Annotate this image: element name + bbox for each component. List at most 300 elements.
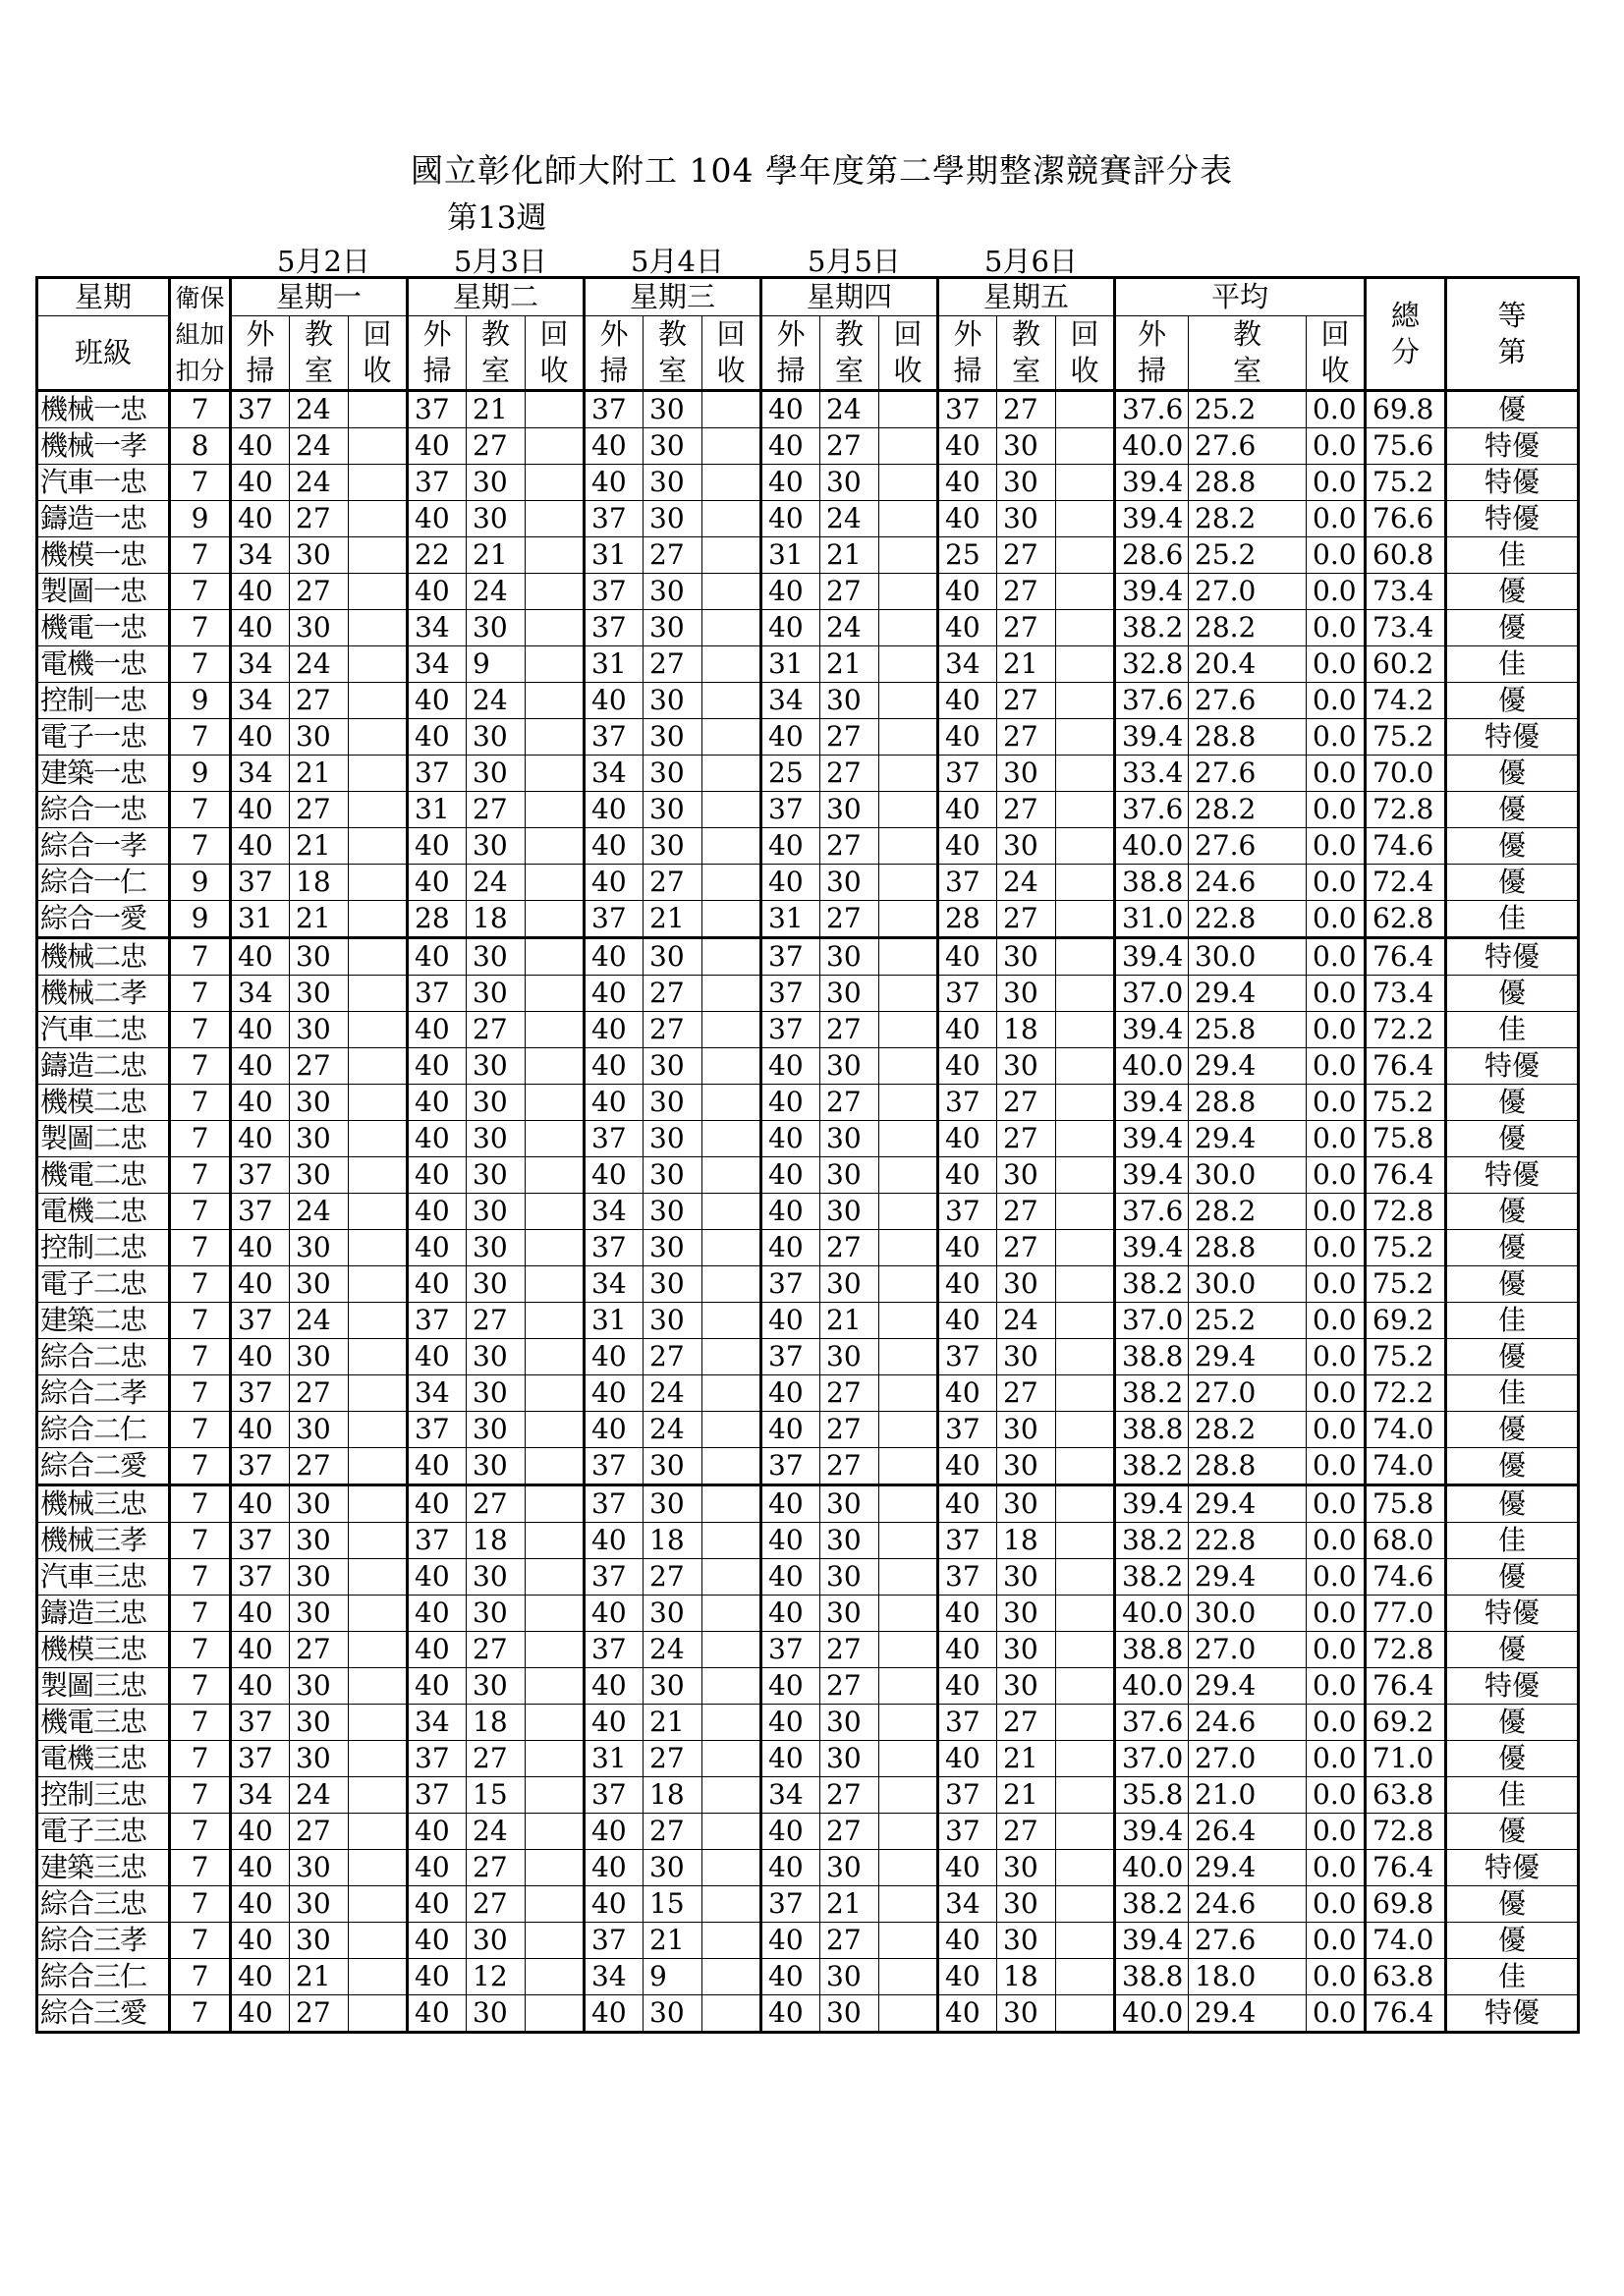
- score-cell: 27: [997, 1230, 1056, 1266]
- score-cell: 0.0: [1307, 1303, 1366, 1339]
- score-cell: 0.0: [1307, 465, 1366, 501]
- score-cell: 30: [467, 976, 526, 1012]
- score-cell: [526, 1485, 585, 1523]
- score-cell: 40: [231, 1266, 290, 1303]
- score-cell: 37: [938, 1559, 997, 1596]
- score-cell: 40: [231, 610, 290, 646]
- score-cell: 18: [644, 1777, 702, 1814]
- table-row: [37, 1995, 1579, 2033]
- score-cell: 40: [938, 938, 997, 976]
- grade-cell: 優: [1446, 865, 1579, 901]
- score-cell: 37.0: [1115, 1741, 1189, 1777]
- score-cell: 37: [585, 1448, 644, 1485]
- score-cell: 69.2: [1366, 1303, 1446, 1339]
- score-cell: 40: [408, 1668, 467, 1705]
- score-cell: [879, 1668, 938, 1705]
- score-cell: 22: [408, 537, 467, 574]
- score-cell: 28.8: [1189, 465, 1307, 501]
- score-cell: [702, 1923, 761, 1959]
- score-cell: [349, 1596, 408, 1632]
- table-row: [37, 1741, 1579, 1777]
- score-cell: 30: [644, 1230, 702, 1266]
- score-cell: [879, 1886, 938, 1923]
- score-cell: 27: [644, 865, 702, 901]
- score-cell: 37: [585, 501, 644, 537]
- score-cell: [526, 1632, 585, 1668]
- score-cell: 0.0: [1307, 1559, 1366, 1596]
- score-cell: [349, 1850, 408, 1886]
- score-cell: 30: [820, 1485, 879, 1523]
- score-cell: 27.0: [1189, 1632, 1307, 1668]
- score-cell: 40: [408, 1266, 467, 1303]
- score-cell: 27: [644, 537, 702, 574]
- score-cell: 34: [231, 683, 290, 719]
- score-cell: 40: [938, 1012, 997, 1048]
- score-cell: 30: [290, 1886, 349, 1923]
- table-row: [37, 501, 1579, 537]
- table-row: [37, 1523, 1579, 1559]
- score-cell: 74.6: [1366, 828, 1446, 865]
- sub-header-cell: 教 室: [644, 316, 702, 391]
- score-cell: 9: [170, 501, 231, 537]
- score-cell: 18: [997, 1523, 1056, 1559]
- score-cell: 40: [761, 1121, 820, 1157]
- score-cell: [702, 1194, 761, 1230]
- score-cell: [349, 756, 408, 792]
- score-cell: [879, 1194, 938, 1230]
- score-cell: 7: [170, 1632, 231, 1668]
- score-cell: 27: [644, 976, 702, 1012]
- score-cell: 30: [997, 1596, 1056, 1632]
- score-cell: [702, 1266, 761, 1303]
- score-cell: [702, 792, 761, 828]
- score-cell: [1056, 537, 1115, 574]
- score-cell: [702, 1596, 761, 1632]
- score-cell: 27: [644, 1339, 702, 1375]
- score-cell: [349, 1448, 408, 1485]
- grade-cell: 優: [1446, 756, 1579, 792]
- score-cell: [526, 1448, 585, 1485]
- score-cell: 24.6: [1189, 1705, 1307, 1741]
- score-cell: 69.2: [1366, 1705, 1446, 1741]
- score-cell: 20.4: [1189, 646, 1307, 683]
- score-cell: 40: [761, 428, 820, 465]
- score-cell: 0.0: [1307, 1412, 1366, 1448]
- score-table: [35, 276, 1580, 2034]
- score-cell: 40: [938, 1741, 997, 1777]
- score-cell: 21: [997, 646, 1056, 683]
- score-cell: 27: [820, 574, 879, 610]
- score-cell: 30: [997, 1632, 1056, 1668]
- table-row: [37, 1668, 1579, 1705]
- score-cell: [349, 683, 408, 719]
- score-cell: 40: [761, 1959, 820, 1995]
- score-cell: 34: [938, 1886, 997, 1923]
- score-cell: 40: [408, 1157, 467, 1194]
- score-cell: 40: [408, 1194, 467, 1230]
- class-name-cell: 綜合二忠: [37, 1339, 170, 1375]
- score-cell: 9: [644, 1959, 702, 1995]
- score-cell: 30: [997, 1923, 1056, 1959]
- score-cell: 30: [644, 428, 702, 465]
- score-cell: 40: [938, 1266, 997, 1303]
- score-cell: [702, 683, 761, 719]
- score-cell: 27: [820, 1814, 879, 1850]
- score-cell: 30: [644, 1850, 702, 1886]
- score-cell: 37: [585, 1121, 644, 1157]
- score-cell: 30: [997, 1995, 1056, 2033]
- score-cell: 24: [997, 1303, 1056, 1339]
- score-cell: 37: [938, 391, 997, 428]
- score-cell: [1056, 1850, 1115, 1886]
- score-cell: 30: [997, 501, 1056, 537]
- score-cell: 7: [170, 391, 231, 428]
- grade-cell: 優: [1446, 1339, 1579, 1375]
- score-cell: 40: [231, 1814, 290, 1850]
- score-cell: 37: [585, 391, 644, 428]
- score-cell: 30: [467, 610, 526, 646]
- score-cell: [349, 574, 408, 610]
- score-cell: 27: [820, 1230, 879, 1266]
- score-cell: 76.4: [1366, 1850, 1446, 1886]
- score-cell: 21: [644, 1705, 702, 1741]
- score-cell: 40: [408, 1448, 467, 1485]
- score-cell: [702, 501, 761, 537]
- class-name-cell: 製圖三忠: [37, 1668, 170, 1705]
- score-cell: 24: [644, 1412, 702, 1448]
- score-cell: [526, 1814, 585, 1850]
- score-cell: 37: [585, 1230, 644, 1266]
- score-cell: [1056, 1705, 1115, 1741]
- score-cell: 40: [408, 501, 467, 537]
- score-cell: 30: [997, 1886, 1056, 1923]
- score-cell: 28.2: [1189, 1194, 1307, 1230]
- class-name-cell: 汽車三忠: [37, 1559, 170, 1596]
- score-cell: 40: [408, 1230, 467, 1266]
- score-cell: 0.0: [1307, 1230, 1366, 1266]
- score-cell: [526, 1705, 585, 1741]
- score-cell: 7: [170, 1085, 231, 1121]
- score-cell: 30: [467, 1230, 526, 1266]
- score-cell: 40: [761, 465, 820, 501]
- score-cell: 40: [585, 865, 644, 901]
- score-cell: 27: [820, 719, 879, 756]
- score-cell: [702, 1048, 761, 1085]
- score-cell: 40: [231, 1850, 290, 1886]
- score-cell: 31.0: [1115, 901, 1189, 938]
- score-cell: [702, 1632, 761, 1668]
- class-name-cell: 電機二忠: [37, 1194, 170, 1230]
- score-cell: 21: [997, 1777, 1056, 1814]
- score-cell: 30: [290, 1596, 349, 1632]
- score-cell: 38.2: [1115, 1559, 1189, 1596]
- score-cell: 30: [820, 465, 879, 501]
- score-cell: 24: [467, 865, 526, 901]
- date-label: 5月2日: [277, 245, 370, 278]
- score-cell: [526, 865, 585, 901]
- grade-cell: 優: [1446, 1705, 1579, 1741]
- sub-header-cell: 回 收: [349, 316, 408, 391]
- table-row: [37, 391, 1579, 428]
- score-cell: 40: [938, 1485, 997, 1523]
- score-cell: 7: [170, 1741, 231, 1777]
- class-name-cell: 綜合三孝: [37, 1923, 170, 1959]
- score-cell: 30: [290, 1668, 349, 1705]
- score-cell: [1056, 1777, 1115, 1814]
- table-body: [37, 391, 1579, 2033]
- grade-cell: 優: [1446, 1194, 1579, 1230]
- score-cell: 40: [585, 465, 644, 501]
- score-cell: 0.0: [1307, 1375, 1366, 1412]
- sub-header-cell: 教 室: [1189, 316, 1307, 391]
- grade-cell: 特優: [1446, 501, 1579, 537]
- score-cell: 30: [644, 1121, 702, 1157]
- score-cell: 7: [170, 1448, 231, 1485]
- score-cell: 0.0: [1307, 1523, 1366, 1559]
- score-cell: 37: [938, 1814, 997, 1850]
- score-cell: 40.0: [1115, 1668, 1189, 1705]
- grade-cell: 特優: [1446, 1850, 1579, 1886]
- score-cell: 24: [467, 1814, 526, 1850]
- grade-cell: 佳: [1446, 1523, 1579, 1559]
- grade-cell: 優: [1446, 1632, 1579, 1668]
- score-cell: 30: [820, 1157, 879, 1194]
- score-cell: 34: [585, 756, 644, 792]
- score-cell: 34: [585, 1266, 644, 1303]
- score-cell: [879, 1012, 938, 1048]
- score-cell: 40: [761, 1705, 820, 1741]
- score-cell: 0.0: [1307, 1596, 1366, 1632]
- score-cell: 30: [467, 501, 526, 537]
- score-cell: 27: [997, 901, 1056, 938]
- score-cell: 27: [820, 1777, 879, 1814]
- score-cell: 0.0: [1307, 574, 1366, 610]
- score-cell: 28.8: [1189, 1085, 1307, 1121]
- score-cell: 0.0: [1307, 828, 1366, 865]
- score-cell: 40: [585, 1814, 644, 1850]
- score-cell: 40: [231, 1048, 290, 1085]
- score-cell: 37: [585, 1485, 644, 1523]
- score-cell: 37: [938, 1523, 997, 1559]
- score-cell: 40: [408, 938, 467, 976]
- score-cell: 29.4: [1189, 1048, 1307, 1085]
- score-cell: 18: [997, 1012, 1056, 1048]
- grade-cell: 優: [1446, 1886, 1579, 1923]
- score-cell: [349, 792, 408, 828]
- score-cell: 18: [644, 1523, 702, 1559]
- score-cell: 30: [290, 1923, 349, 1959]
- score-cell: [526, 1995, 585, 2033]
- score-cell: 40: [231, 828, 290, 865]
- score-cell: 40: [761, 1303, 820, 1339]
- sub-header-cell: 外 掃: [1115, 316, 1189, 391]
- score-cell: [526, 1850, 585, 1886]
- score-cell: [1056, 1303, 1115, 1339]
- day-header-mon: 星期一: [231, 278, 408, 316]
- grade-cell: 特優: [1446, 1048, 1579, 1085]
- score-cell: [349, 465, 408, 501]
- score-cell: 24: [290, 1777, 349, 1814]
- score-cell: 28.8: [1189, 719, 1307, 756]
- score-cell: 37: [938, 865, 997, 901]
- score-cell: 24: [467, 683, 526, 719]
- score-cell: 30: [820, 792, 879, 828]
- table-row: [37, 1121, 1579, 1157]
- score-cell: 37: [938, 1777, 997, 1814]
- score-cell: 73.4: [1366, 610, 1446, 646]
- score-cell: 30: [820, 1596, 879, 1632]
- grade-cell: 優: [1446, 1230, 1579, 1266]
- score-cell: 0.0: [1307, 1995, 1366, 2033]
- score-cell: [879, 938, 938, 976]
- score-cell: 27: [997, 1121, 1056, 1157]
- score-cell: 40: [408, 1959, 467, 1995]
- score-cell: 21.0: [1189, 1777, 1307, 1814]
- score-cell: 24: [290, 428, 349, 465]
- score-cell: [526, 1668, 585, 1705]
- score-cell: 40: [585, 683, 644, 719]
- score-cell: 27.6: [1189, 756, 1307, 792]
- score-cell: 30: [644, 1085, 702, 1121]
- score-cell: 75.2: [1366, 1230, 1446, 1266]
- score-cell: 37: [231, 1705, 290, 1741]
- score-cell: [349, 938, 408, 976]
- score-cell: [1056, 1230, 1115, 1266]
- score-cell: [1056, 1523, 1115, 1559]
- class-name-cell: 汽車一忠: [37, 465, 170, 501]
- score-cell: 74.0: [1366, 1923, 1446, 1959]
- score-cell: 30: [467, 1121, 526, 1157]
- score-cell: 40: [408, 574, 467, 610]
- score-cell: 27: [290, 1448, 349, 1485]
- score-cell: [526, 465, 585, 501]
- grade-cell: 佳: [1446, 1012, 1579, 1048]
- score-cell: 72.8: [1366, 1814, 1446, 1850]
- score-cell: 0.0: [1307, 646, 1366, 683]
- score-cell: 62.8: [1366, 901, 1446, 938]
- score-cell: [702, 1850, 761, 1886]
- score-cell: [1056, 574, 1115, 610]
- score-cell: 27: [644, 646, 702, 683]
- score-cell: 31: [761, 646, 820, 683]
- score-cell: [526, 1596, 585, 1632]
- score-cell: [702, 391, 761, 428]
- score-cell: 27: [290, 1995, 349, 2033]
- table-row: [37, 828, 1579, 865]
- score-cell: 27: [820, 1668, 879, 1705]
- score-cell: 30: [997, 828, 1056, 865]
- score-cell: 30: [644, 465, 702, 501]
- score-cell: 27: [997, 719, 1056, 756]
- score-cell: 27: [290, 574, 349, 610]
- score-cell: 0.0: [1307, 501, 1366, 537]
- score-cell: 40: [761, 391, 820, 428]
- score-cell: [349, 1632, 408, 1668]
- score-cell: [349, 1412, 408, 1448]
- score-cell: [702, 1705, 761, 1741]
- score-cell: 30.0: [1189, 1157, 1307, 1194]
- table-header: [37, 278, 1579, 391]
- score-cell: 28: [938, 901, 997, 938]
- score-cell: 40: [231, 1668, 290, 1705]
- score-cell: [526, 1048, 585, 1085]
- score-cell: [702, 1814, 761, 1850]
- sub-header-cell: 外 掃: [585, 316, 644, 391]
- score-cell: 0.0: [1307, 1923, 1366, 1959]
- score-cell: [879, 1777, 938, 1814]
- score-cell: 38.8: [1115, 865, 1189, 901]
- score-cell: 27: [644, 1814, 702, 1850]
- score-cell: 25.2: [1189, 537, 1307, 574]
- score-cell: [349, 1012, 408, 1048]
- score-cell: 30: [820, 1850, 879, 1886]
- score-cell: 27.6: [1189, 1923, 1307, 1959]
- score-cell: 40: [761, 865, 820, 901]
- score-cell: 40: [938, 1230, 997, 1266]
- score-cell: 9: [170, 865, 231, 901]
- table-row: [37, 1777, 1579, 1814]
- score-cell: [526, 756, 585, 792]
- score-cell: [879, 1230, 938, 1266]
- date-label: 5月6日: [984, 245, 1078, 278]
- score-cell: [702, 465, 761, 501]
- grade-cell: 優: [1446, 683, 1579, 719]
- score-cell: 0.0: [1307, 1777, 1366, 1814]
- score-cell: 30: [644, 828, 702, 865]
- table-row: [37, 1375, 1579, 1412]
- score-cell: [526, 1012, 585, 1048]
- score-cell: [1056, 1485, 1115, 1523]
- score-cell: 21: [290, 756, 349, 792]
- score-cell: 30: [997, 1339, 1056, 1375]
- score-cell: 12: [467, 1959, 526, 1995]
- score-cell: 37: [761, 1012, 820, 1048]
- grade-cell: 特優: [1446, 1157, 1579, 1194]
- score-cell: 31: [761, 901, 820, 938]
- table-row: [37, 1085, 1579, 1121]
- score-cell: 7: [170, 1412, 231, 1448]
- score-cell: 34: [231, 537, 290, 574]
- score-cell: 40: [761, 501, 820, 537]
- score-cell: 0.0: [1307, 1339, 1366, 1375]
- score-cell: [526, 1085, 585, 1121]
- score-cell: 27: [467, 1886, 526, 1923]
- score-cell: 28: [408, 901, 467, 938]
- score-cell: [879, 391, 938, 428]
- score-cell: 34: [408, 610, 467, 646]
- score-cell: [349, 610, 408, 646]
- score-cell: 31: [761, 537, 820, 574]
- score-cell: 30: [820, 1559, 879, 1596]
- score-cell: 39.4: [1115, 1085, 1189, 1121]
- deduct-header: 衛保 組加 扣分: [170, 278, 231, 391]
- score-cell: 40: [585, 1012, 644, 1048]
- score-cell: 40: [231, 792, 290, 828]
- class-name-cell: 電機一忠: [37, 646, 170, 683]
- score-cell: [349, 428, 408, 465]
- score-cell: 7: [170, 574, 231, 610]
- score-cell: 40: [408, 1012, 467, 1048]
- score-cell: 7: [170, 1705, 231, 1741]
- score-cell: 40: [231, 501, 290, 537]
- score-cell: 7: [170, 537, 231, 574]
- score-cell: 37: [761, 1632, 820, 1668]
- score-cell: 39.4: [1115, 1814, 1189, 1850]
- score-cell: [349, 828, 408, 865]
- score-cell: 7: [170, 1850, 231, 1886]
- score-cell: [702, 828, 761, 865]
- score-cell: 7: [170, 1959, 231, 1995]
